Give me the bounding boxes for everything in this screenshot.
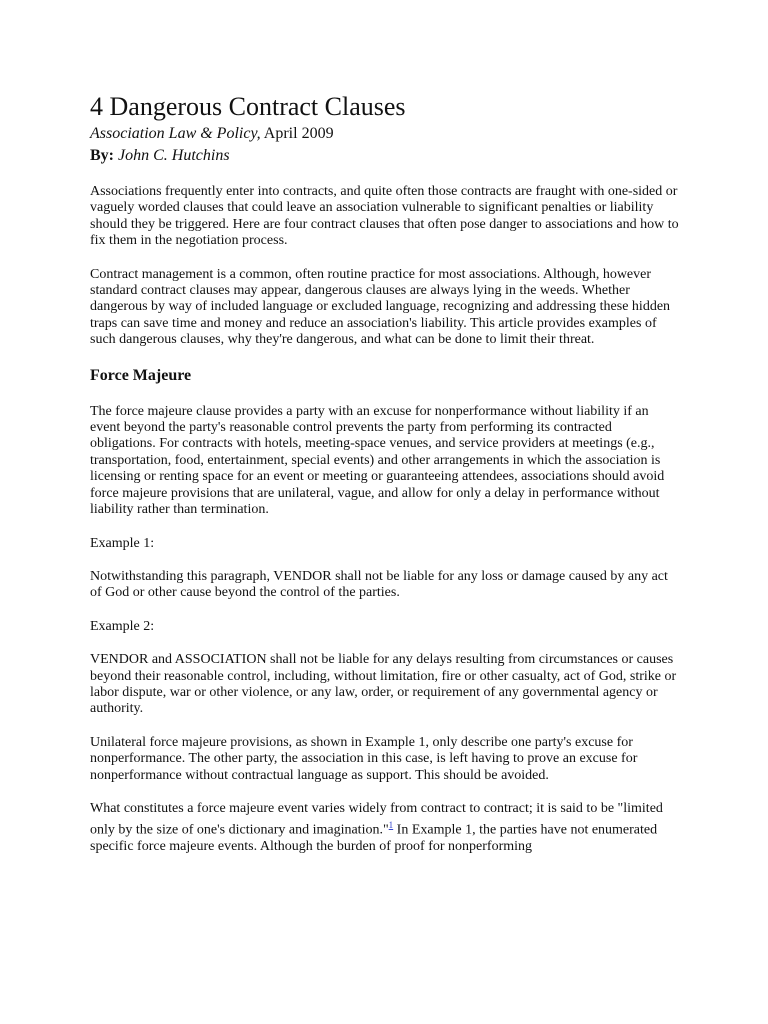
byline-label: By: (90, 147, 114, 164)
example-1-text: Notwithstanding this paragraph, VENDOR shall not be liable for any loss or damage caused by any act of God or other cause beyond the control of the parties. (90, 568, 668, 601)
footnote-link-1[interactable]: 1 (388, 820, 394, 831)
definition-text-start: What constitutes a force majeure event varies widely from contract to contract; it is said to be "limited only by the size of one's dictionary and imagination." (90, 800, 663, 839)
example-2-text: VENDOR and ASSOCIATION shall not be liable for any delays resulting from circumstances or causes beyond their reasonable control, including, without limitation, fire or other casualty, act of God, strike or labor dispute, war or other violence, or any law, order, or requirement of any governmental agency or authority. (90, 652, 677, 717)
article-byline (90, 146, 680, 166)
definition-paragraph (90, 801, 680, 856)
publication-name: Association Law & Policy, (90, 125, 261, 142)
intro-paragraph: Associations frequently enter into contracts, and quite often those contracts are fraught with one-sided or vaguely worded clauses that could leave an association vulnerable to significant penalties or liability should they be triggered. Here are four contract clauses that often pose danger to associations and how to fix them in the negotiation process. (90, 184, 679, 249)
context-paragraph: Contract management is a common, often routine practice for most associations. Although, however standard contract clauses may appear, dangerous clauses are always lying in the weeds. Whether dangerous by way of included language or excluded language, recognizing and addressing these hidden traps can save time and money and reduce an association's liability. This article provides examples of such dangerous clauses, why they're dangerous, and what can be done to limit their threat. (90, 266, 671, 348)
example-1-label: Example 1: (90, 535, 155, 551)
section-heading-force-majeure: Force Majeure (90, 366, 192, 384)
document-page (90, 92, 680, 873)
force-majeure-paragraph: The force majeure clause provides a party with an excuse for nonperformance without liability if an event beyond the party's reasonable control prevents the party from performing its contracted obligations. For contracts with hotels, meeting-space venues, and service providers at meetings (e.g., transportation, food, entertainment, special events) and other arrangements in which the association is licensing or renting space for an event or meeting or guaranteeing attendees, associations should avoid force majeure provisions that are unilateral, vague, and allow for only a delay in performance without liability rather than termination. (90, 403, 665, 518)
publication-date: April 2009 (260, 125, 334, 142)
unilateral-paragraph: Unilateral force majeure provisions, as shown in Example 1, only describe one party's excuse for nonperformance. The other party, the association in this case, is left having to prove an excuse for nonperformance without contractual language as support. This should be avoided. (90, 734, 638, 783)
example-2-label: Example 2: (90, 618, 155, 634)
article-title: 4 Dangerous Contract Clauses (90, 92, 406, 121)
author-name: John C. Hutchins (114, 147, 230, 164)
article-publication-line (90, 124, 680, 144)
definition-text-end: In Example 1, the parties have not enumerated specific force majeure events. Although the burden of proof for nonperforming (90, 823, 658, 855)
